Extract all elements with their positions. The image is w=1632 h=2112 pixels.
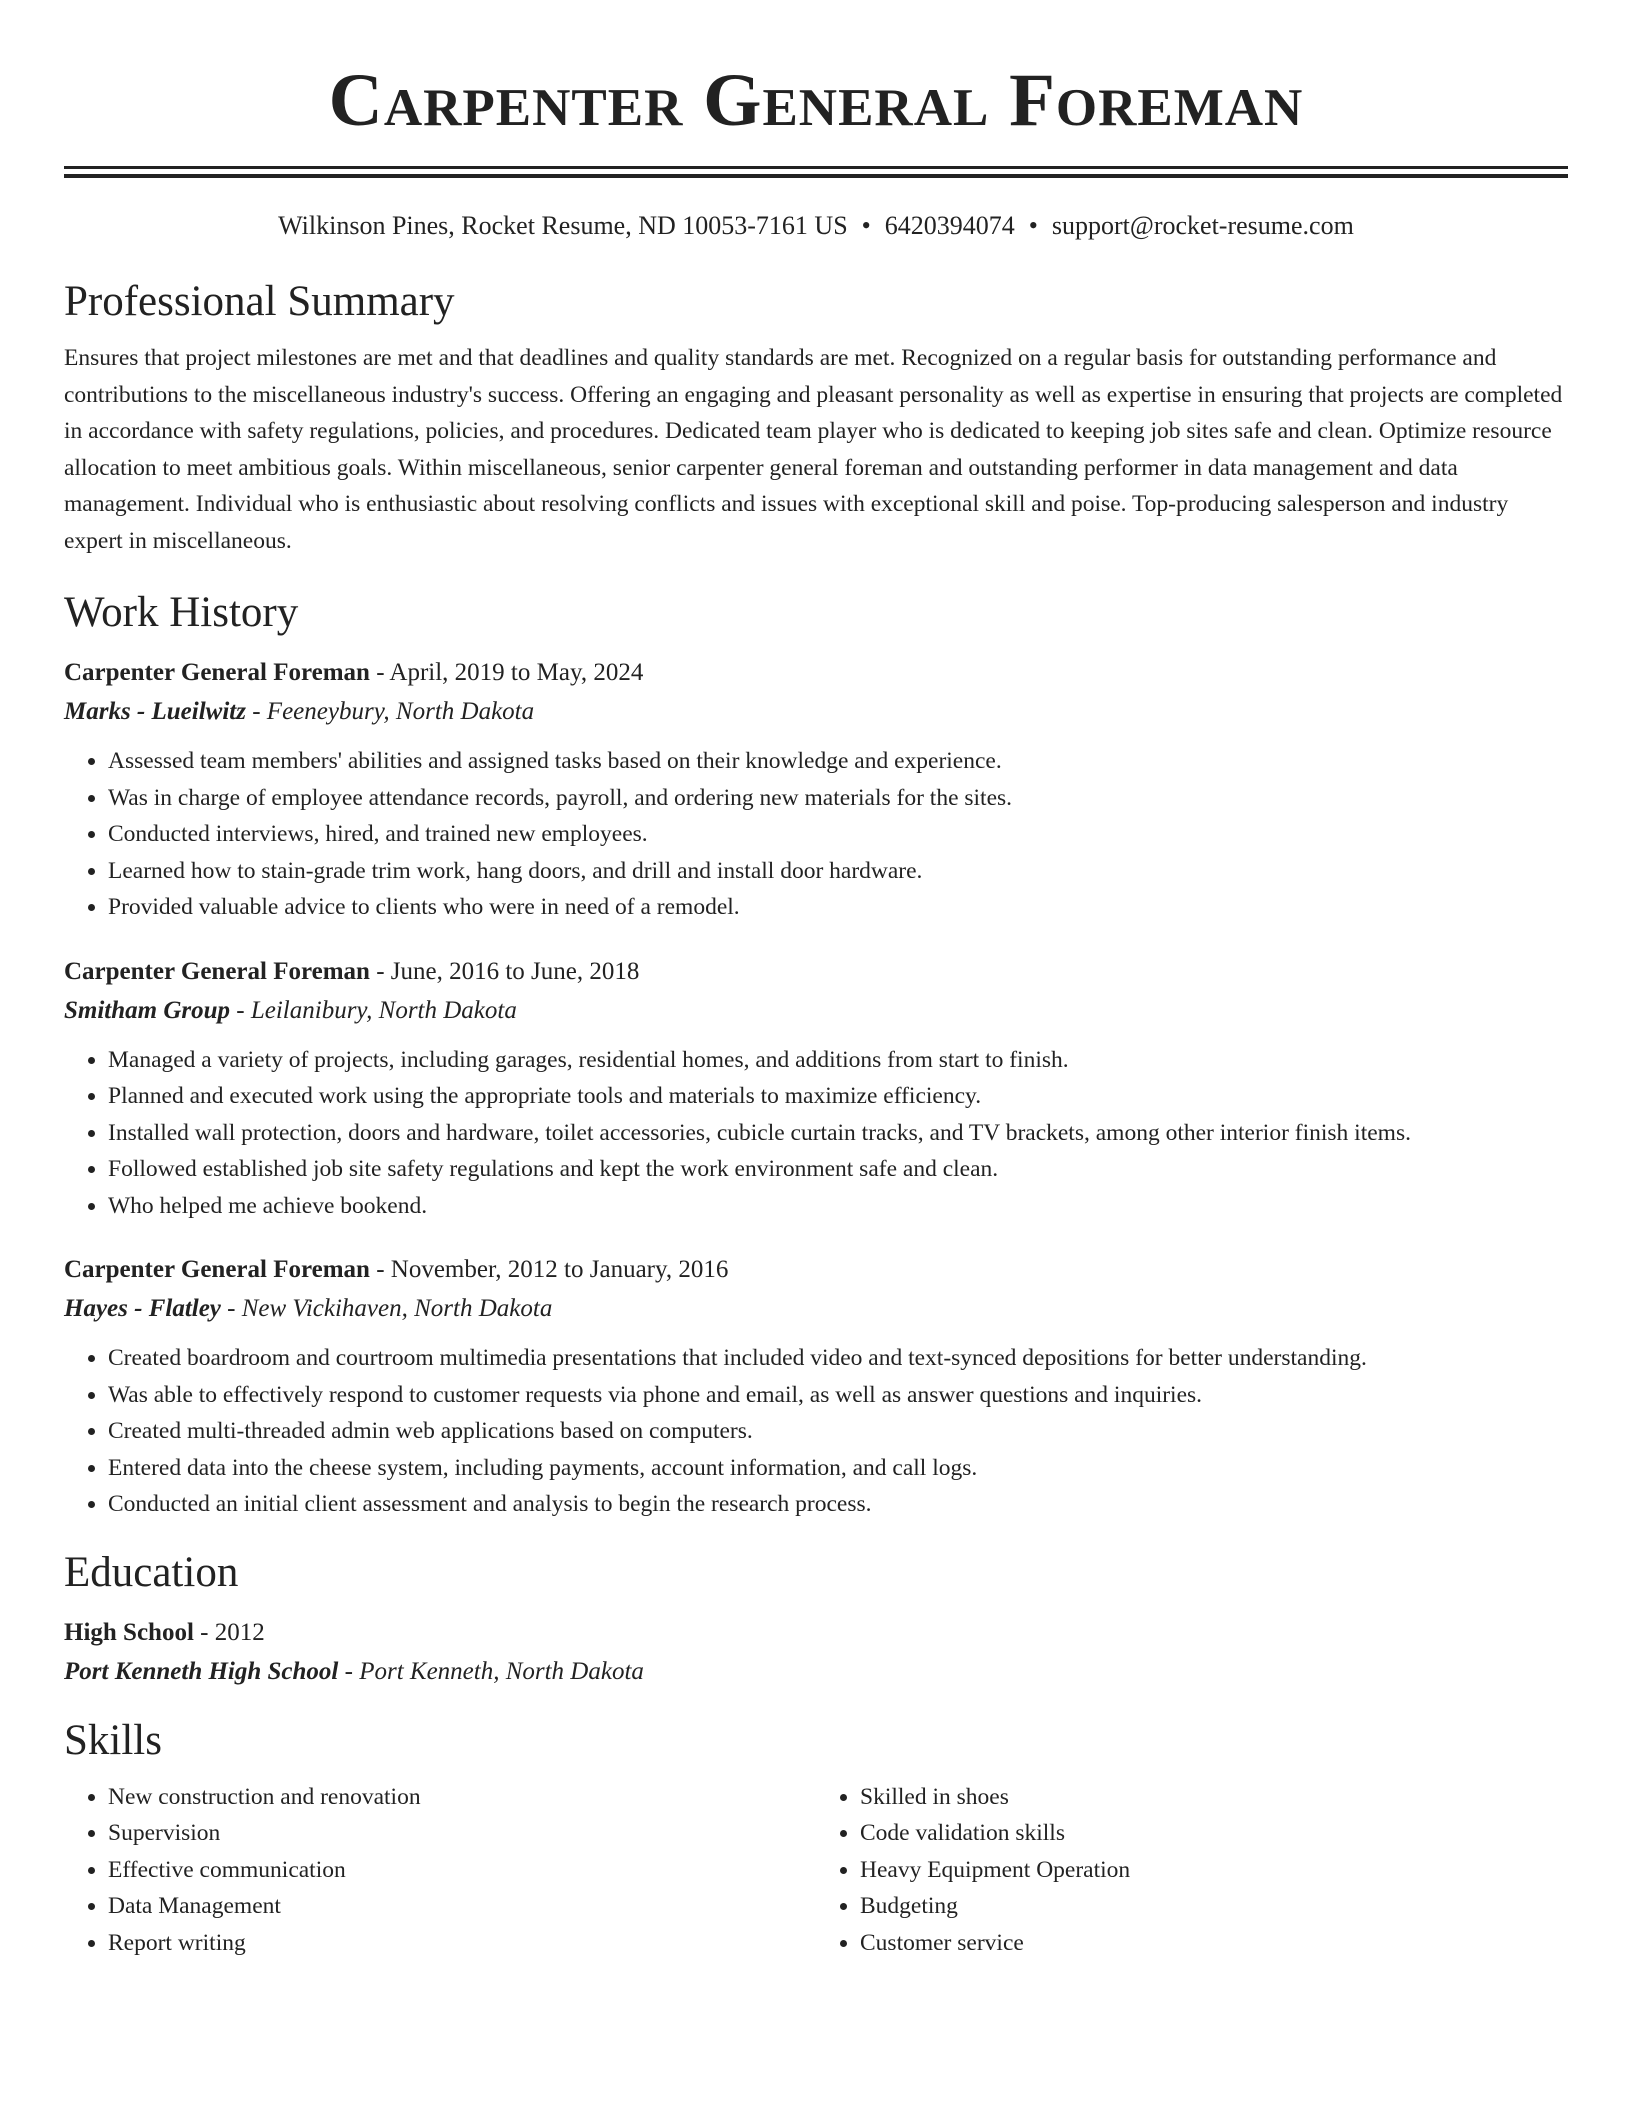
- education-degree: High School: [64, 1618, 194, 1646]
- job-title: Carpenter General Foreman: [64, 659, 370, 686]
- skill-item: • Heavy Equipment Operation: [860, 1852, 1568, 1889]
- contact-address: Wilkinson Pines, Rocket Resume, ND 10053-7161 US: [278, 211, 848, 240]
- skills-column-right: [816, 1779, 1568, 1962]
- education-school-line: [64, 1652, 1568, 1691]
- skill-item: • Data Management: [108, 1888, 816, 1925]
- contact-line: [64, 208, 1568, 244]
- education-year: - 2012: [193, 1618, 265, 1646]
- skills-heading: Skills: [64, 1716, 162, 1764]
- job-bullet: • Created boardroom and courtroom multimedia presentations that included video and text-synced depositions for better understanding.: [108, 1340, 1568, 1377]
- job-bullet: • Followed established job site safety regulations and kept the work environment safe and clean.: [108, 1151, 1568, 1188]
- skill-item: • Skilled in shoes: [860, 1779, 1568, 1816]
- job-bullets: [64, 1042, 1568, 1225]
- job-company-line: [64, 692, 1568, 731]
- job-company: Smitham Group: [64, 996, 231, 1024]
- education-location: - Port Kenneth, North Dakota: [338, 1657, 644, 1685]
- job-title-line: [64, 1250, 1568, 1289]
- job-bullet: • Created multi-threaded admin web applications based on computers.: [108, 1413, 1568, 1450]
- job-company: Hayes - Flatley: [64, 1295, 221, 1322]
- job-entry: [64, 1250, 1568, 1523]
- education-entry: [64, 1613, 1568, 1691]
- job-bullets: [64, 1340, 1568, 1523]
- job-entry: [64, 952, 1568, 1225]
- job-bullet: • Conducted interviews, hired, and trained new employees.: [108, 816, 1568, 853]
- contact-phone: 6420394074: [884, 211, 1015, 240]
- skill-item: • Code validation skills: [860, 1815, 1568, 1852]
- job-location: - New Vickihaven, North Dakota: [220, 1295, 553, 1322]
- job-bullet: • Who helped me achieve bookend.: [108, 1188, 1568, 1225]
- job-bullet: • Was able to effectively respond to customer requests via phone and email, as well as answer questions and inquiries.: [108, 1377, 1568, 1414]
- skill-item: • Report writing: [108, 1925, 816, 1962]
- job-bullet: • Managed a variety of projects, including garages, residential homes, and additions from start to finish.: [108, 1042, 1568, 1079]
- job-bullet: • Provided valuable advice to clients who were in need of a remodel.: [108, 889, 1568, 926]
- title-divider-bottom: [64, 174, 1568, 178]
- contact-email: support@rocket-resume.com: [1051, 211, 1354, 240]
- job-bullet: • Learned how to stain-grade trim work, hang doors, and drill and install door hardware.: [108, 853, 1568, 890]
- job-bullets: [64, 743, 1568, 926]
- job-company-line: [64, 991, 1568, 1030]
- skill-item: • Budgeting: [860, 1888, 1568, 1925]
- job-dates: - November, 2012 to January, 2016: [369, 1256, 729, 1283]
- summary-heading: Professional Summary: [64, 278, 455, 325]
- resume-title: Carpenter General Foreman: [328, 59, 1304, 142]
- resume-page: [64, 0, 1568, 1961]
- job-title-line: [64, 952, 1568, 991]
- skills-list: [64, 1779, 1568, 1962]
- skill-item: • New construction and renovation: [108, 1779, 816, 1816]
- job-company-line: [64, 1289, 1568, 1328]
- job-entry: [64, 653, 1568, 926]
- skills-column-left: [64, 1779, 816, 1962]
- job-bullet: • Installed wall protection, doors and hardware, toilet accessories, cubicle curtain tracks, and TV brackets, among other interior finish items.: [108, 1115, 1568, 1152]
- job-bullet: • Planned and executed work using the appropriate tools and materials to maximize efficiency.: [108, 1078, 1568, 1115]
- job-bullet: • Assessed team members' abilities and assigned tasks based on their knowledge and experience.: [108, 743, 1568, 780]
- job-title-line: [64, 653, 1568, 692]
- education-heading: Education: [64, 1548, 239, 1596]
- job-bullet: • Was in charge of employee attendance records, payroll, and ordering new materials for the sites.: [108, 780, 1568, 817]
- education-degree-line: [64, 1613, 1568, 1652]
- job-dates: - April, 2019 to May, 2024: [369, 659, 644, 686]
- job-bullet: • Entered data into the cheese system, including payments, account information, and call logs.: [108, 1450, 1568, 1487]
- job-location: - Feeneybury, North Dakota: [245, 698, 535, 725]
- summary-text: Ensures that project milestones are met and that deadlines and quality standards are met. Recognized on a regular basis for outstanding performance and contributions to the miscellaneous industry's success. Offering an engaging and pleasant personality as well as expertise in ensuring that projects are completed in accordance with safety regulations, policies, and procedures. Dedicated team player who is dedicated to keeping job sites safe and clean. Optimize resource allocation to meet ambitious goals. Within miscellaneous, senior carpenter general foreman and outstanding performer in data management and data management. Individual who is enthusiastic about resolving conflicts and issues with exceptional skill and poise. Top-producing salesperson and industry expert in miscellaneous.: [64, 345, 1563, 554]
- title-divider-top: [64, 166, 1568, 169]
- contact-separator: •: [1028, 211, 1038, 240]
- job-bullet: • Conducted an initial client assessment and analysis to begin the research process.: [108, 1486, 1568, 1523]
- job-dates: - June, 2016 to June, 2018: [369, 957, 640, 985]
- education-school: Port Kenneth High School: [64, 1657, 339, 1685]
- contact-separator: •: [861, 211, 871, 240]
- skill-item: • Customer service: [860, 1925, 1568, 1962]
- skill-item: • Effective communication: [108, 1852, 816, 1889]
- skill-item: • Supervision: [108, 1815, 816, 1852]
- job-title: Carpenter General Foreman: [64, 1256, 370, 1283]
- job-title: Carpenter General Foreman: [64, 957, 370, 985]
- work-history-heading: Work History: [64, 589, 299, 636]
- job-company: Marks - Lueilwitz: [64, 698, 246, 725]
- job-location: - Leilanibury, North Dakota: [230, 996, 517, 1024]
